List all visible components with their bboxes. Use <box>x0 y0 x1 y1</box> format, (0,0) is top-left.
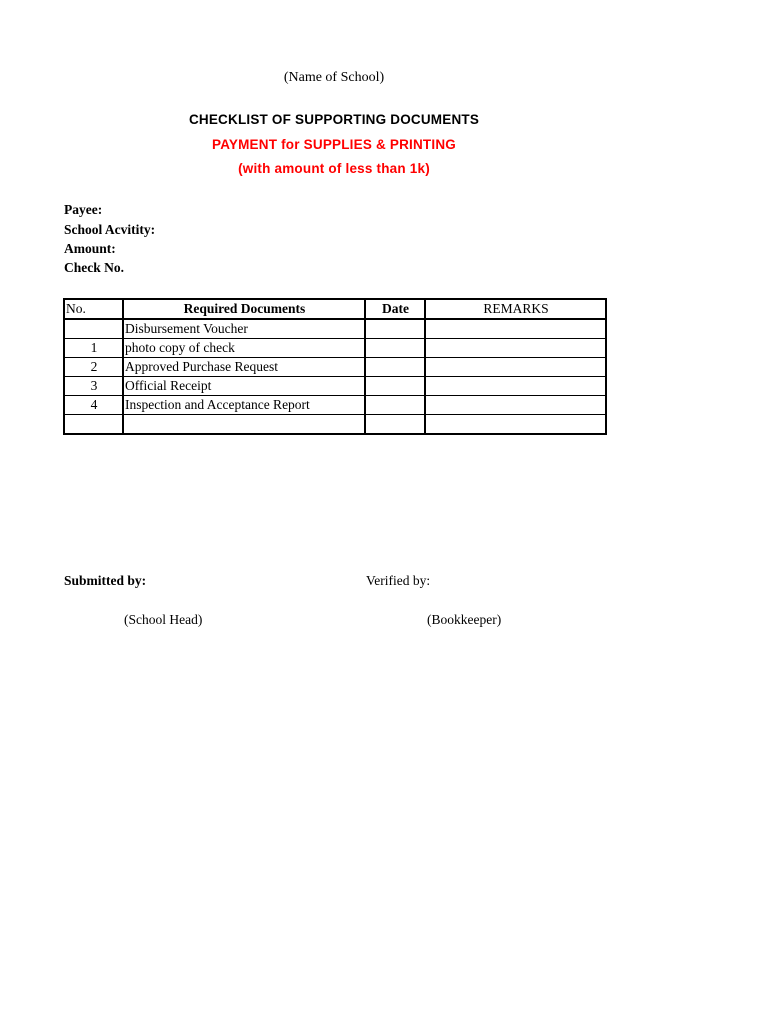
row-number: 3 <box>64 377 123 396</box>
documents-checklist-table <box>63 298 607 435</box>
row-document <box>123 415 365 435</box>
row-remarks-cell <box>425 396 606 415</box>
row-document: Approved Purchase Request <box>123 358 365 377</box>
column-header-required-documents: Required Documents <box>123 299 365 319</box>
document-subtitle-payment: PAYMENT for SUPPLIES & PRINTING <box>212 137 456 152</box>
document-subtitle-amount: (with amount of less than 1k) <box>238 161 430 176</box>
school-head-signatory: (School Head) <box>124 612 203 627</box>
row-date-cell <box>365 358 425 377</box>
bookkeeper-signatory: (Bookkeeper) <box>427 612 502 627</box>
row-date-cell <box>365 377 425 396</box>
column-header-remarks: REMARKS <box>425 299 606 319</box>
table-row <box>64 415 606 435</box>
row-number: 4 <box>64 396 123 415</box>
school-activity-label: School Acvitity: <box>64 222 156 237</box>
amount-label: Amount: <box>64 241 116 256</box>
row-document: photo copy of check <box>123 339 365 358</box>
row-remarks-cell <box>425 415 606 435</box>
table-row <box>64 377 606 396</box>
row-number <box>64 319 123 339</box>
table-row <box>64 358 606 377</box>
row-remarks-cell <box>425 358 606 377</box>
table-header-row <box>64 299 606 319</box>
verified-by-label: Verified by: <box>366 573 431 588</box>
row-date-cell <box>365 396 425 415</box>
payee-label: Payee: <box>64 202 103 217</box>
submitted-by-label: Submitted by: <box>64 573 147 588</box>
row-remarks-cell <box>425 339 606 358</box>
table-row <box>64 319 606 339</box>
row-number: 2 <box>64 358 123 377</box>
table-row <box>64 339 606 358</box>
column-header-date: Date <box>365 299 425 319</box>
document-title: CHECKLIST OF SUPPORTING DOCUMENTS <box>188 112 480 127</box>
column-header-no: No. <box>64 299 123 319</box>
table-row <box>64 396 606 415</box>
row-document: Inspection and Acceptance Report <box>123 396 365 415</box>
row-date-cell <box>365 319 425 339</box>
row-document: Official Receipt <box>123 377 365 396</box>
school-name: (Name of School) <box>283 70 385 85</box>
row-remarks-cell <box>425 377 606 396</box>
row-remarks-cell <box>425 319 606 339</box>
row-number: 1 <box>64 339 123 358</box>
row-date-cell <box>365 415 425 435</box>
check-no-label: Check No. <box>64 260 124 275</box>
row-document: Disbursement Voucher <box>123 319 365 339</box>
row-number <box>64 415 123 435</box>
row-date-cell <box>365 339 425 358</box>
